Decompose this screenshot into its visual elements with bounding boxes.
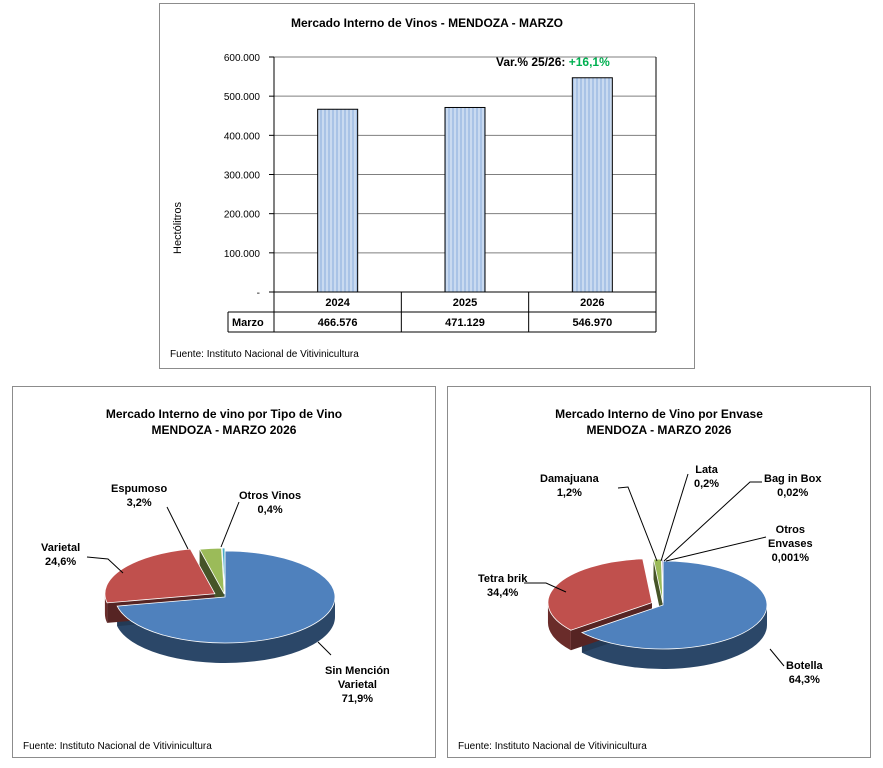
pie-label-sin-mencion: Sin Mención Varietal 71,9%: [325, 665, 390, 705]
table-value-2024: 466.576: [317, 317, 358, 329]
pie-label-otros-vinos: Otros Vinos 0,4%: [239, 490, 302, 516]
pie-label-damajuana: Damajuana 1,2%: [540, 473, 599, 499]
pie-label-espumoso: Espumoso 3,2%: [111, 483, 168, 509]
bar-2025: [445, 107, 485, 292]
pie-chart-packaging-panel: [447, 386, 871, 758]
pie-wine-type-title-line1: Mercado Interno de vino por Tipo de Vino: [105, 407, 343, 421]
y-tick-label: -: [256, 288, 260, 299]
leader-line: [664, 482, 762, 561]
pie-chart-wine-type-panel: [12, 386, 436, 758]
variation-value: +16,1%: [568, 55, 610, 69]
bar-chart-title: Mercado Interno de Vinos - MENDOZA - MARZO: [290, 16, 563, 30]
leader-line: [87, 557, 123, 573]
pie-label-otros-envases: Otros Envases 0,001%: [768, 524, 813, 564]
y-tick-label: 200.000: [223, 209, 260, 221]
leader-line: [221, 502, 239, 547]
bar-2024: [318, 109, 358, 292]
table-row-label: Marzo: [232, 317, 264, 329]
y-tick-label: 400.000: [223, 131, 260, 143]
pie-packaging-title-line2: MENDOZA - MARZO 2026: [586, 423, 732, 437]
pie-slice-varietal: [105, 549, 215, 603]
pie-label-bag-in-box: Bag in Box 0,02%: [764, 473, 822, 499]
pie-wine-type-title-line2: MENDOZA - MARZO 2026: [151, 423, 297, 437]
pie-label-botella: Botella 64,3%: [786, 660, 823, 686]
leader-line: [666, 537, 766, 561]
bar-2026: [572, 78, 612, 292]
y-axis-label: Hectólitros: [172, 202, 184, 254]
y-tick-label: 300.000: [223, 170, 260, 182]
bar-chart-plot: [160, 4, 696, 370]
table-value-2025: 471.129: [445, 317, 485, 329]
leader-line: [318, 642, 331, 655]
pie-label-lata: Lata 0,2%: [694, 464, 720, 490]
x-tick-label-2024: 2024: [325, 297, 350, 309]
bar-chart-source: Fuente: Instituto Nacional de Vitivinicultura: [170, 349, 359, 360]
x-tick-label-2025: 2025: [452, 297, 478, 309]
bar-chart-panel: [159, 3, 695, 369]
pie-packaging-source: Fuente: Instituto Nacional de Vitivinicultura: [458, 741, 647, 752]
leader-line: [770, 649, 784, 666]
y-tick-label: 500.000: [223, 92, 260, 104]
pie-label-tetra-brik: Tetra brik 34,4%: [478, 573, 528, 599]
pie-packaging-title-line1: Mercado Interno de Vino por Envase: [555, 407, 763, 421]
y-tick-label: 100.000: [223, 248, 260, 260]
leader-line: [167, 507, 188, 549]
leader-line: [618, 487, 657, 561]
table-value-2026: 546.970: [572, 317, 613, 329]
variation-label: Var.% 25/26:: [496, 55, 566, 69]
leader-line: [661, 474, 688, 561]
pie-label-varietal: Varietal 24,6%: [41, 542, 81, 568]
y-tick-label: 600.000: [223, 53, 260, 64]
x-tick-label-2026: 2026: [580, 297, 605, 309]
pie-wine-type-source: Fuente: Instituto Nacional de Vitivinicultura: [23, 741, 212, 752]
